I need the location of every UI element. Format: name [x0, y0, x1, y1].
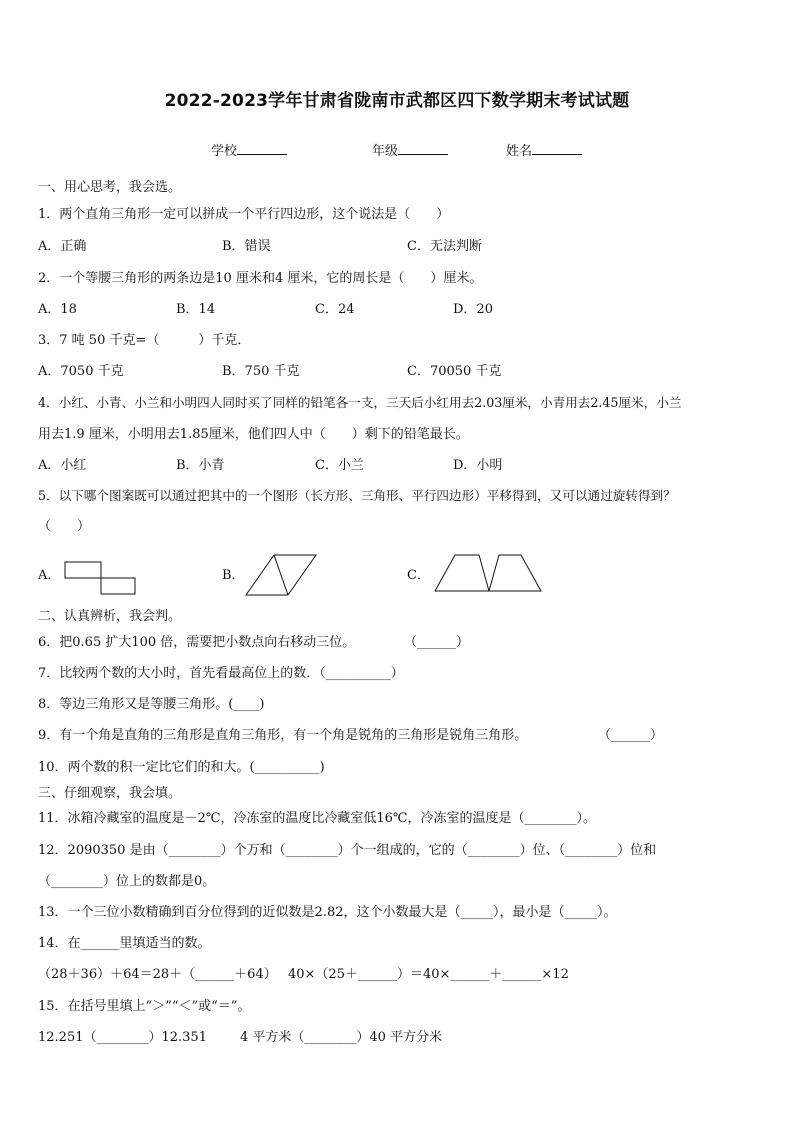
question-12-line-2: （________）位上的数都是0。 — [38, 874, 216, 889]
grade-field[interactable] — [372, 140, 448, 159]
question-11: 11．冰箱冷藏室的温度是－2℃，冷冻室的温度比冷藏室低16℃，冷冻室的温度是（________）。 — [38, 811, 596, 826]
q1-option-b[interactable]: B．错误 — [222, 239, 271, 254]
question-8: 8．等边三角形又是等腰三角形。(____) — [38, 697, 265, 712]
q2-option-b[interactable]: B．14 — [176, 302, 216, 317]
q5-figure-b-triangles-icon — [244, 553, 318, 597]
question-5-line-2: （ ） — [38, 519, 91, 534]
q5-figure-c-parallelograms-icon — [433, 553, 543, 593]
q1-option-c[interactable]: C．无法判断 — [407, 239, 482, 254]
school-field[interactable] — [211, 140, 287, 159]
q14-expression-1[interactable]: （28＋36）＋64＝28＋（______＋64） — [38, 967, 277, 982]
section-1-heading: 一、用心思考，我会选。 — [38, 180, 182, 195]
q9-answer-blank[interactable]: （______） — [598, 728, 664, 743]
question-9: 9．有一个角是直角的三角形是直角三角形，有一个角是锐角的三角形是锐角三角形。 — [38, 728, 528, 743]
question-1: 1．两个直角三角形一定可以拼成一个平行四边形，这个说法是（ ） — [38, 207, 450, 222]
question-6: 6．把0.65 扩大100 倍，需要把小数点向右移动三位。 — [38, 635, 356, 650]
question-15: 15．在括号里填上“＞”“＜”或“＝”。 — [38, 999, 251, 1014]
q6-answer-blank[interactable]: （______） — [404, 635, 470, 650]
q1-option-a[interactable]: A．正确 — [38, 239, 87, 254]
question-7: 7．比较两个数的大小时，首先看最高位上的数．（__________） — [38, 666, 404, 681]
q14-expression-2[interactable]: 40×（25＋______）＝40×______＋______×12 — [288, 967, 569, 982]
q5-option-c[interactable]: C． — [407, 568, 430, 583]
q2-option-d[interactable]: D．20 — [453, 302, 493, 317]
q4-option-c[interactable]: C．小兰 — [315, 458, 364, 473]
q5-option-b[interactable]: B． — [222, 568, 245, 583]
name-field[interactable] — [506, 140, 582, 159]
q5-figure-a-two-rectangles-icon — [64, 561, 138, 597]
section-3-heading: 三、仔细观察，我会填。 — [38, 786, 182, 801]
section-2-heading: 二、认真辨析，我会判。 — [38, 609, 182, 624]
q15-expression-2[interactable]: 4 平方米（________）40 平方分米 — [240, 1030, 443, 1045]
q2-option-c[interactable]: C．24 — [315, 302, 355, 317]
q15-expression-1[interactable]: 12.251（________）12.351 — [38, 1030, 207, 1045]
q3-option-c[interactable]: C．70050 千克 — [407, 364, 502, 379]
page-title: 2022-2023学年甘肃省陇南市武都区四下数学期末考试试题 — [164, 91, 630, 111]
q3-option-b[interactable]: B．750 千克 — [222, 364, 300, 379]
q4-option-d[interactable]: D．小明 — [453, 458, 503, 473]
question-5-line-1: 5．以下哪个图案既可以通过把其中的一个图形（长方形、三角形、平行四边形）平移得到，又可以通过旋转得到？ — [38, 488, 676, 503]
q4-option-a[interactable]: A．小红 — [38, 458, 87, 473]
question-2: 2．一个等腰三角形的两条边是10 厘米和4 厘米，它的周长是（ ）厘米。 — [38, 271, 483, 286]
question-10: 10．两个数的积一定比它们的和大。(__________) — [38, 760, 325, 775]
question-13: 13．一个三位小数精确到百分位得到的近似数是2.82，这个小数最大是（_____），最小是（_____）。 — [38, 905, 617, 920]
q2-option-a[interactable]: A．18 — [38, 302, 77, 317]
question-14: 14．在______里填适当的数。 — [38, 936, 211, 951]
name-blank[interactable] — [532, 141, 582, 155]
grade-blank[interactable] — [398, 141, 448, 155]
school-blank[interactable] — [237, 141, 287, 155]
question-4-line-1: 4．小红、小青、小兰和小明四人同时买了同样的铅笔各一支，三天后小红用去2.03厘米，小青用去2.45厘米，小兰 — [38, 395, 682, 410]
question-3: 3．7 吨 50 千克=（ ）千克． — [38, 333, 251, 348]
q4-option-b[interactable]: B．小青 — [176, 458, 225, 473]
school-label: 学校 — [211, 144, 238, 159]
question-12-line-1: 12．2090350 是由（________）个万和（________）个一组成的，它的（________）位、（________）位和 — [38, 843, 657, 858]
grade-label: 年级 — [372, 144, 399, 159]
name-label: 姓名 — [506, 144, 533, 159]
q3-option-a[interactable]: A．7050 千克 — [38, 364, 124, 379]
q5-option-a[interactable]: A． — [38, 568, 61, 583]
question-4-line-2: 用去1.9 厘米，小明用去1.85厘米，他们四人中（ ）剩下的铅笔最长。 — [38, 427, 469, 442]
